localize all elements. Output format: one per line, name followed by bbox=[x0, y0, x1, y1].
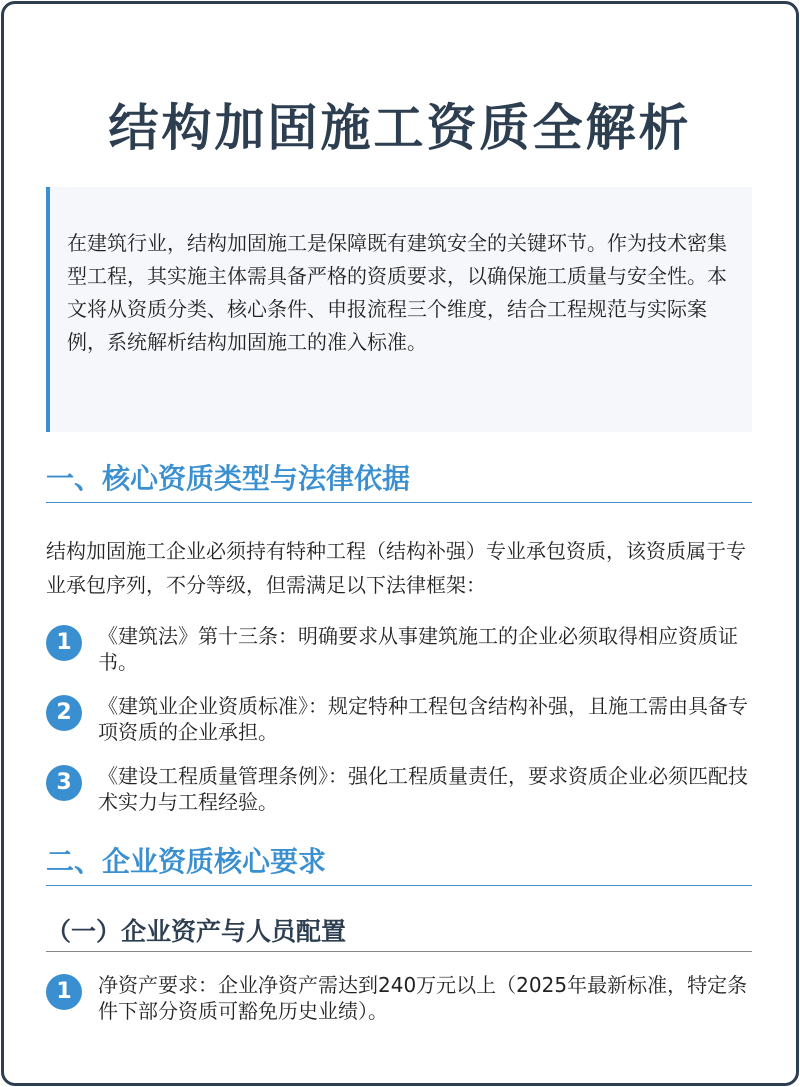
section1-body: 结构加固施工企业必须持有特种工程（结构补强）专业承包资质，该资质属于专业承包序列，不分等级，但需满足以下法律框架： bbox=[46, 539, 746, 597]
list-item bbox=[46, 623, 756, 675]
list-item-text: 《建筑业企业资质标准》：规定特种工程包含结构补强，且施工需由具备专项资质的企业承担。 bbox=[98, 694, 748, 744]
intro-callout: 在建筑行业，结构加固施工是保障既有建筑安全的关键环节。作为技术密集型工程，其实施主体需具备严格的资质要求，以确保施工质量与安全性。本文将从资质分类、核心条件、申报流程三个维度，结合工程规范与实际案例，系统解析结构加固施工的准入标准。 bbox=[46, 187, 752, 432]
number-badge: 2 bbox=[46, 695, 82, 731]
section-heading-1: 一、核心资质类型与法律依据 bbox=[46, 460, 752, 503]
page-title: 结构加固施工资质全解析 bbox=[108, 99, 692, 157]
subsection-heading: （一）企业资产与人员配置 bbox=[46, 915, 752, 952]
number-badge: 1 bbox=[46, 974, 82, 1010]
list-item-text: 《建筑法》第十三条：明确要求从事建筑施工的企业必须取得相应资质证书。 bbox=[98, 624, 738, 674]
list-item bbox=[46, 763, 756, 815]
section-heading-2: 二、企业资质核心要求 bbox=[46, 843, 752, 886]
list-item bbox=[46, 693, 756, 745]
number-badge: 1 bbox=[46, 625, 82, 661]
number-badge: 3 bbox=[46, 765, 82, 801]
list-item-text: 净资产要求：企业净资产需达到240万元以上（2025年最新标准，特定条件下部分资质可豁免历史业绩）。 bbox=[98, 973, 748, 1023]
list-item-text: 《建设工程质量管理条例》：强化工程质量责任，要求资质企业必须匹配技术实力与工程经验。 bbox=[98, 764, 748, 814]
list-item bbox=[46, 972, 756, 1024]
